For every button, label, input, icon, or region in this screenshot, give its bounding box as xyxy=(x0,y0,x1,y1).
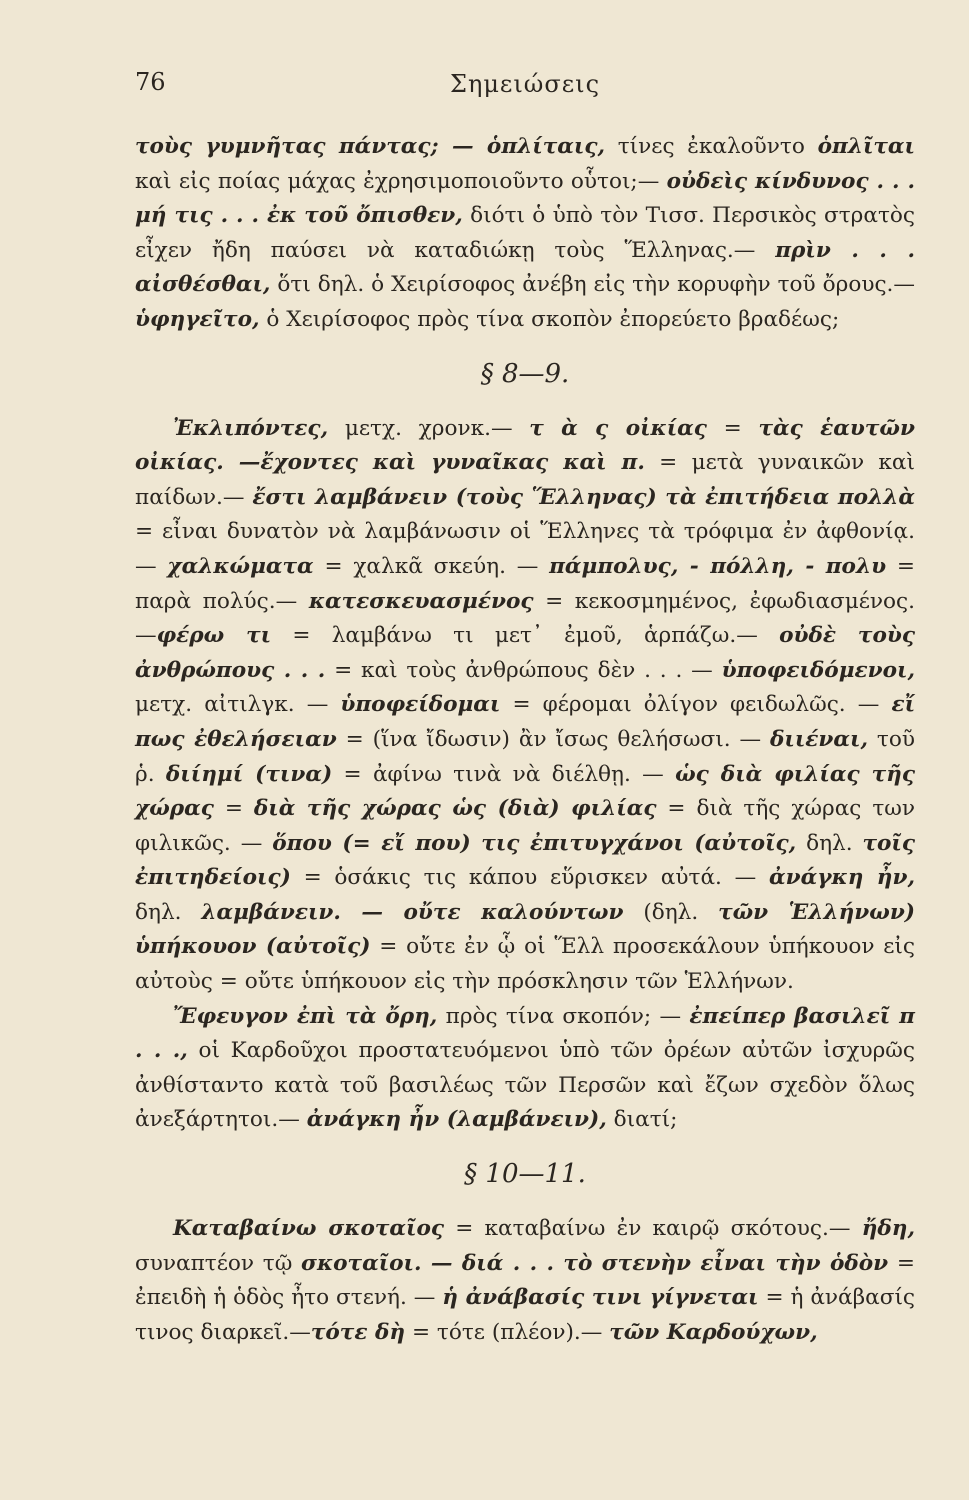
lemma-text: πάμπολυς, - πόλλη, - πολυ xyxy=(549,553,887,579)
lemma-text: διὰ τῆς χώρας ὡς (διὰ) φιλίας xyxy=(253,796,657,822)
note-text: = τότε (πλέον).— xyxy=(405,1319,610,1345)
note-text: τίνες ἐκαλοῦντο xyxy=(605,134,818,159)
note-text: = οὔτε ἐν ᾧ οἱ Ἕλλ προσεκάλουν ὑπήκουον εἰς αὐτοὺς = οὔτε ὑπήκουον εἰς τὴν πρόσκλησιν τῶν Ἑλλήνων. xyxy=(135,934,915,995)
note-text: διότι ὁ ὑπὸ τὸν Τισσ. Περσικὸς στρατὸς εἶχεν ἤδη παύσει νὰ καταδιώκῃ τοὺς Ἕλληνας.— xyxy=(135,203,915,263)
page-header xyxy=(135,62,915,112)
note-text: = xyxy=(213,796,254,822)
lemma-text: πρὶν . . . αἰσθέσθαι, xyxy=(135,237,915,298)
lemma-text: Ἔφευγον ἐπὶ τὰ ὄρη, xyxy=(173,1003,438,1029)
lemma-text: τότε δὴ xyxy=(310,1319,406,1345)
note-text: = xyxy=(706,415,759,441)
lemma-text: λαμβάνειν. — οὔτε καλούντων xyxy=(201,899,624,925)
note-text: = (ἵνα ἴδωσιν) ἂν ἴσως θελήσωσι. — xyxy=(336,726,770,752)
lemma-text: χαλκώματα xyxy=(167,553,314,579)
note-text: καὶ εἰς ποίας μάχας ἐχρησιμοποιοῦντο οὗτοι;— xyxy=(135,168,667,194)
note-text: = παρὰ πολύς.— xyxy=(135,553,915,614)
lemma-text: ὑποφειδόμενοι, xyxy=(721,657,915,683)
note-text: (δηλ. xyxy=(623,899,719,925)
lemma-text: ἐπείπερ βασιλεῖ π . . ., xyxy=(135,1003,915,1064)
paragraph xyxy=(135,412,915,1000)
lemma-text: ἡ ἀνάβασίς τινι γίγνεται xyxy=(442,1285,759,1311)
lemma-text: τῶν Ἑλλήνων) ὑπήκουον (αὐτοῖς) xyxy=(135,899,916,960)
note-text: = χαλκᾶ σκεύη. — xyxy=(313,553,550,579)
note-text: μετχ. χρονκ.— xyxy=(328,415,530,441)
note-text: ὅτι δηλ. ὁ Χειρίσοφος ἀνέβη εἰς τὴν κορυφὴν τοῦ ὄρους.— xyxy=(270,272,915,298)
lemma-text: διίημί (τινα) xyxy=(165,761,333,787)
note-text: συναπτέον τῷ xyxy=(135,1250,302,1276)
note-text: τοῦ ῥ. xyxy=(135,726,915,787)
lemma-text: ὁπλῖται xyxy=(817,134,916,159)
lemma-text: τοὺς γυμνῆτας πάντας; — ὁπλίταις, xyxy=(135,134,605,159)
note-text: = μετὰ γυναικῶν καὶ παίδων.— xyxy=(135,450,915,510)
lemma-text: τοῖς ἐπιτηδείοις) xyxy=(135,830,916,891)
page-number: 76 xyxy=(135,68,166,96)
lemma-text: διιέναι, xyxy=(769,726,868,752)
note-text: δηλ. xyxy=(135,899,202,925)
note-text: = ὁσάκις τις κάπου εὕρισκεν αὐτά. — xyxy=(290,865,770,891)
note-text: μετχ. αἰτιλγκ. — xyxy=(135,692,341,718)
note-text: = καταβαίνω ἐν καιρῷ σκότους.— xyxy=(444,1216,862,1242)
note-text: πρὸς τίνα σκοπόν; — xyxy=(437,1003,690,1029)
note-text: = ἡ ἀνάβασίς τινος διαρκεῖ.— xyxy=(135,1285,915,1345)
lemma-text: τ ὰ ς οἰκίας xyxy=(529,415,707,441)
section-heading: § 8—9. xyxy=(480,358,570,389)
lemma-text: ἤδη, xyxy=(861,1216,916,1242)
running-title: Σημειώσεις xyxy=(449,70,601,98)
page-body xyxy=(135,130,915,1350)
lemma-text: Ἐκλιπόντες, xyxy=(173,415,329,441)
note-text: = λαμβάνω τι μετ᾽ ἐμοῦ, ἁρπάζω.— xyxy=(271,623,780,649)
lemma-text: οὐδὲ τοὺς ἀνθρώπους . . . xyxy=(135,623,915,683)
lemma-text: ἀνάγκη ἦν (λαμβάνειν), xyxy=(306,1107,607,1133)
paragraph xyxy=(135,1212,915,1350)
note-text: = φέρομαι ὀλίγον φειδωλῶς. — xyxy=(500,692,892,718)
lemma-text: τὰς ἑαυτῶν οἰκίας. —ἔχοντες καὶ γυναῖκας καὶ π. xyxy=(135,415,915,476)
lemma-text: Καταβαίνω σκοταῖος xyxy=(173,1216,445,1242)
lemma-text: ἔστι λαμβάνειν (τοὺς Ἕλληνας) τὰ ἐπιτήδεια πολλὰ xyxy=(252,484,915,510)
note-text: = ἐπειδὴ ἡ ὁδὸς ἦτο στενή. — xyxy=(135,1250,915,1311)
lemma-text: ὅπου (= εἴ που) τις ἐπιτυγχάνοι (αὐτοῖς, xyxy=(272,830,797,856)
lemma-text: οὐδεὶς κίνδυνος . . . μή τις . . . ἐκ τοῦ ὄπισθεν, xyxy=(135,168,915,229)
note-text: δηλ. xyxy=(796,830,863,856)
lemma-text: εἴ πως ἐθελήσειαν xyxy=(135,692,916,752)
lemma-text: ὑποφείδομαι xyxy=(340,692,501,718)
lemma-text: ἀνάγκη ἦν, xyxy=(769,865,916,891)
note-text: διατί; xyxy=(606,1107,678,1133)
note-text: = κεκοσμημένος, ἐφωδιασμένος. — xyxy=(135,588,915,649)
paragraph xyxy=(135,1000,915,1138)
paragraph xyxy=(135,130,915,338)
note-text: = καὶ τοὺς ἀνθρώπους δὲν . . . — xyxy=(325,657,722,683)
lemma-text: ὑφηγεῖτο, xyxy=(135,306,260,332)
note-text: οἱ Καρδοῦχοι προστατευόμενοι ὑπὸ τῶν ὀρέων αὐτῶν ἰσχυρῶς ἀνθίσταντο κατὰ τοῦ βασιλέως τῶν Περσῶν καὶ ἔζων σχεδὸν ὅλως ἀνεξάρτητοι.— xyxy=(135,1038,915,1133)
lemma-text: ὡς διὰ φιλίας τῆς χώρας xyxy=(135,761,915,822)
note-text: ὁ Χειρίσοφος πρὸς τίνα σκοπὸν ἐπορεύετο βραδέως; xyxy=(259,306,840,332)
lemma-text: φέρω τι xyxy=(156,623,272,649)
note-text: = ἀφίνω τινὰ νὰ διέλθῃ. — xyxy=(332,761,676,787)
lemma-text: κατεσκευασμένος xyxy=(308,588,534,614)
lemma-text: τῶν Καρδούχων, xyxy=(609,1319,818,1345)
lemma-text: σκοταῖοι. — διά . . . τὸ στενὴν εἶναι τὴν ὁδὸν xyxy=(301,1250,889,1276)
section-heading: § 10—11. xyxy=(464,1159,586,1190)
note-text: = εἶναι δυνατὸν νὰ λαμβάνωσιν οἱ Ἕλληνες τὰ τρόφιμα ἐν ἀφθονίᾳ.— xyxy=(135,519,915,579)
note-text: = διὰ τῆς χώρας των φιλικῶς. — xyxy=(135,796,916,856)
